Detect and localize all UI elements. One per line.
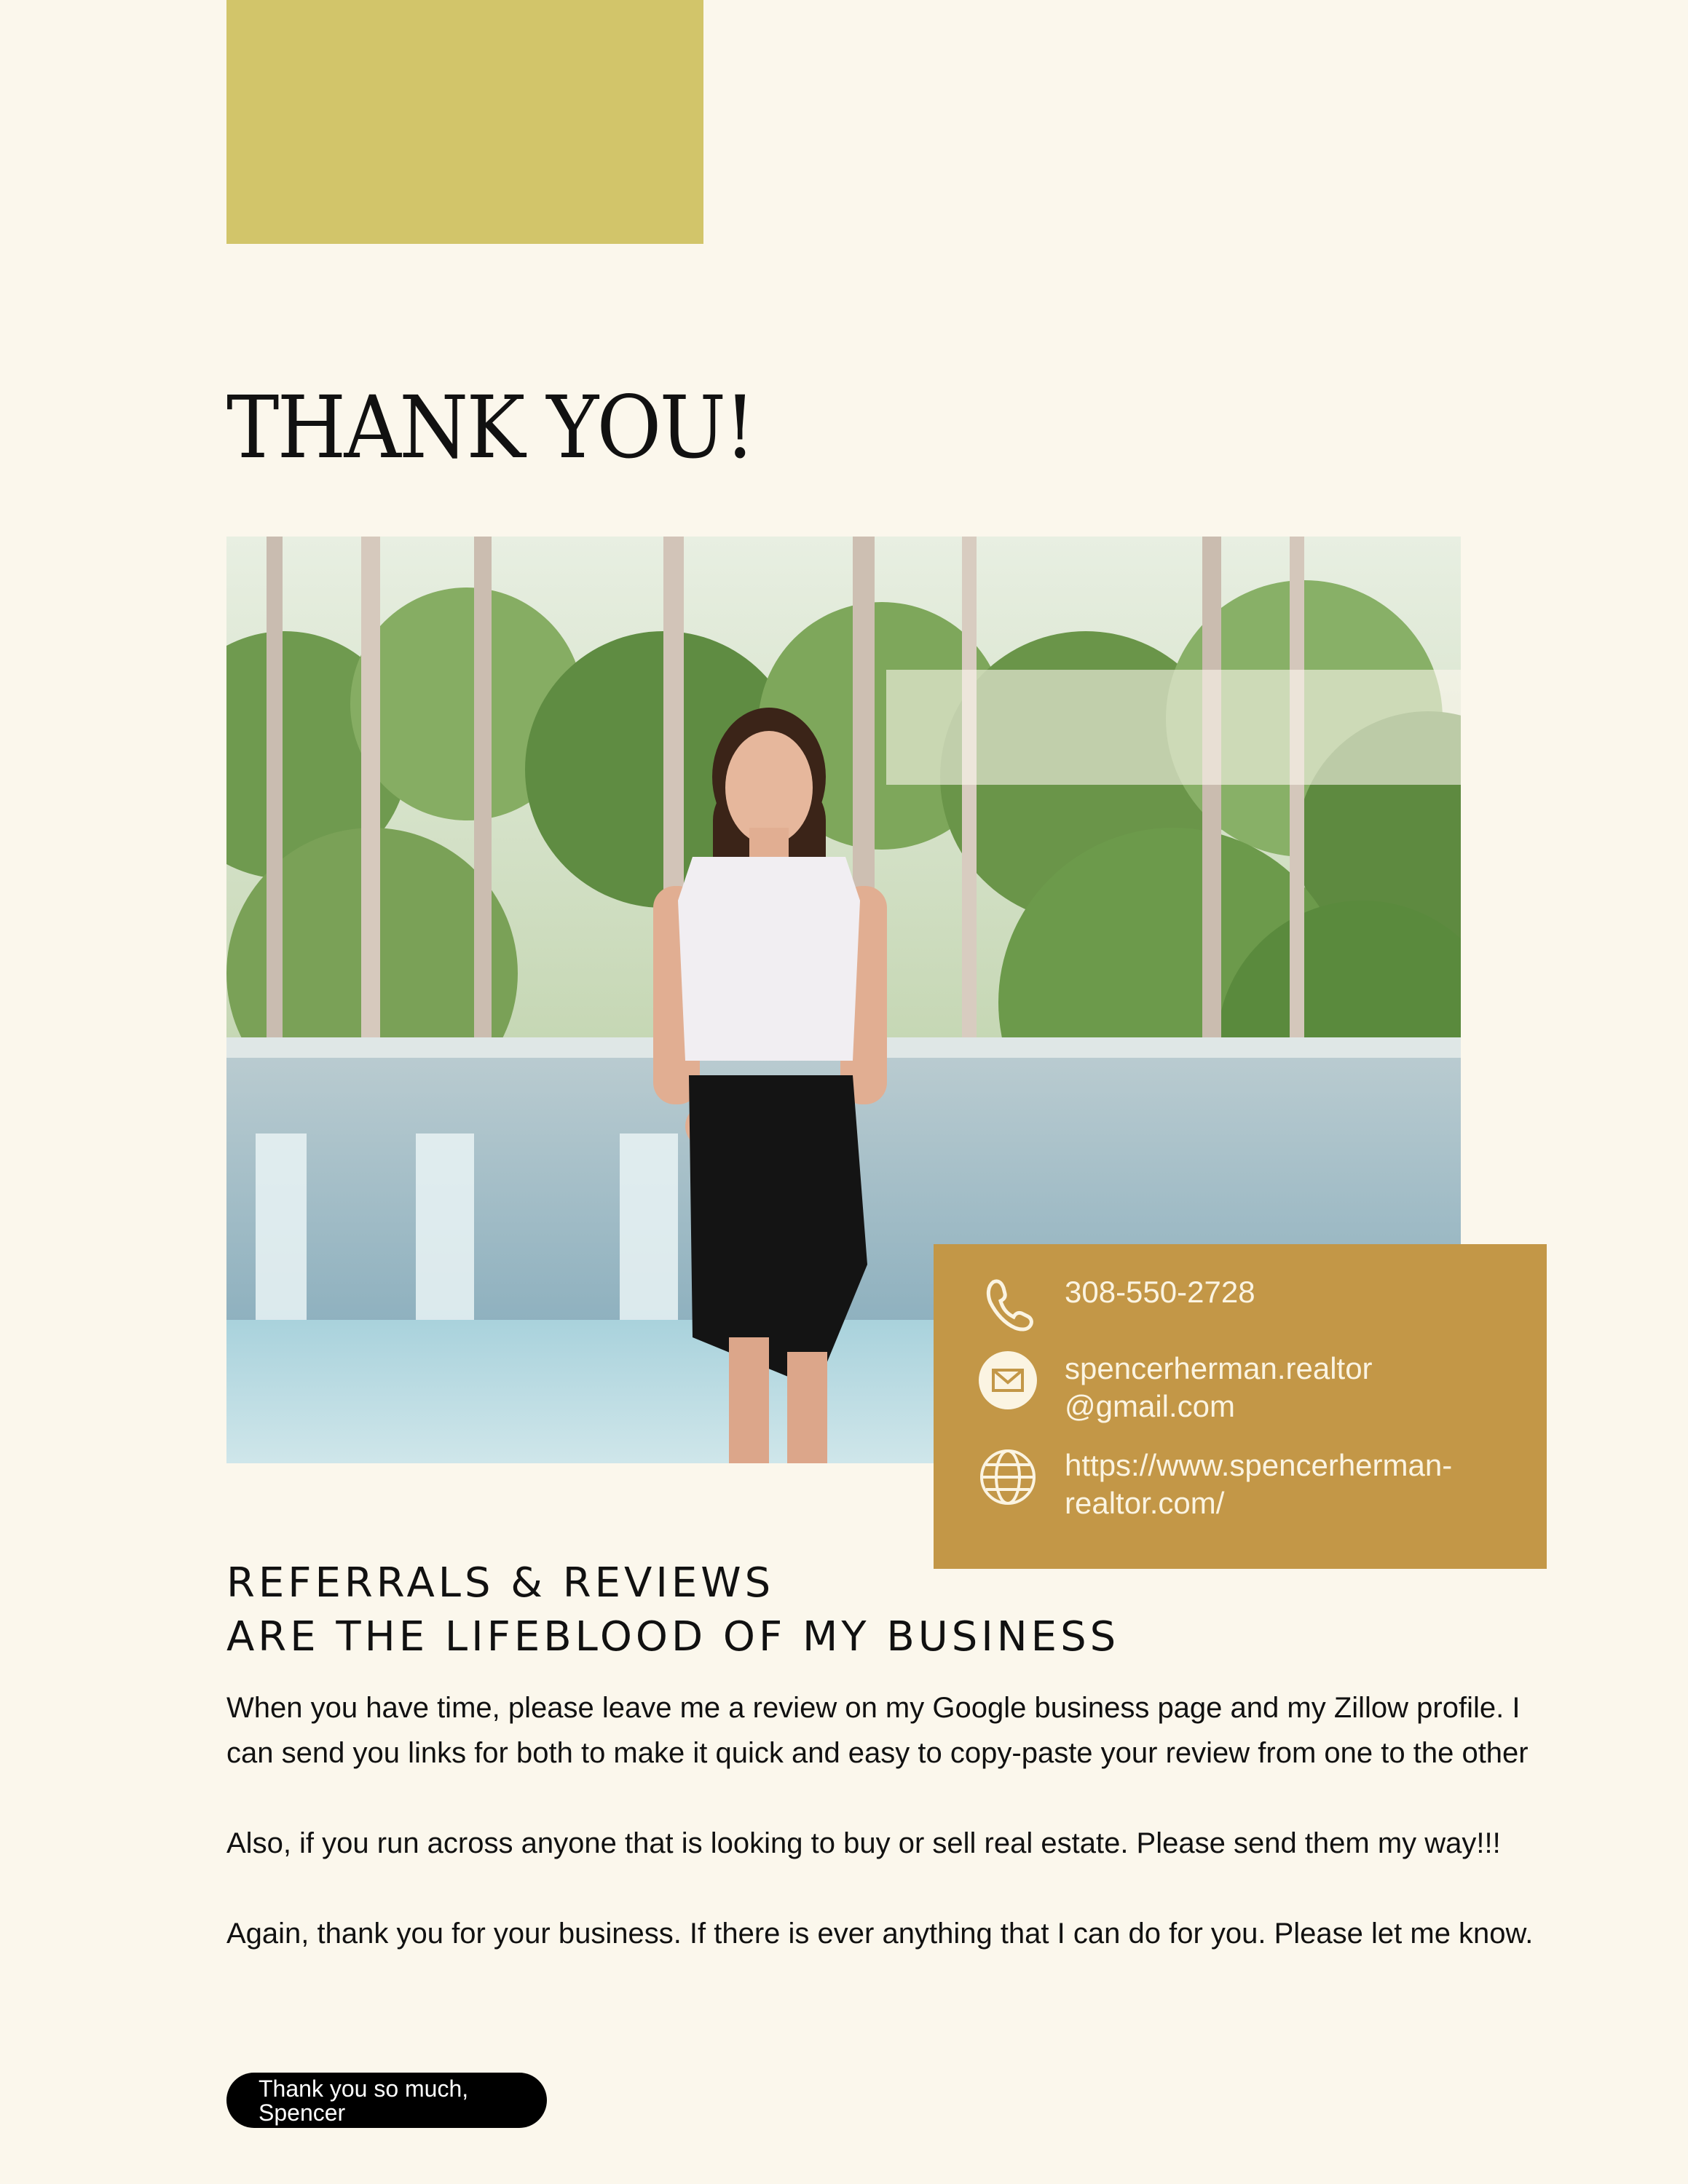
signoff-badge [226, 2073, 547, 2128]
paragraph-closing: Again, thank you for your business. If there is ever anything that I can do for you. Please let me know. [226, 1918, 1534, 1950]
phone-text: 308-550-2728 [1065, 1275, 1255, 1309]
globe-icon [977, 1447, 1038, 1508]
email-line-1: spencerherman.realtor [1065, 1351, 1373, 1385]
contact-website[interactable] [977, 1447, 1532, 1522]
mail-icon [977, 1350, 1038, 1411]
paragraph-reviews: When you have time, please leave me a review on my Google business page and my Zillow profile. I can send you links for both to make it quick and easy to copy-paste your review from one to the other [226, 1692, 1529, 1769]
signoff-line-2: Spencer [259, 2100, 346, 2126]
phone-icon [977, 1273, 1038, 1334]
page-title: THANK YOU! [226, 377, 754, 478]
email-line-2: @gmail.com [1065, 1389, 1236, 1423]
contact-phone[interactable] [977, 1273, 1532, 1334]
body-text [226, 1685, 1559, 2001]
heading-line-1: REFERRALS & REVIEWS [226, 1559, 775, 1607]
paragraph-referrals: Also, if you run across anyone that is looking to buy or sell real estate. Please send them my way!!! [226, 1827, 1501, 1859]
accent-block [226, 0, 703, 244]
contact-card [934, 1244, 1547, 1569]
section-heading [226, 1556, 1119, 1664]
heading-line-2: ARE THE LIFEBLOOD OF MY BUSINESS [226, 1613, 1120, 1661]
website-line-2: realtor.com/ [1065, 1486, 1225, 1520]
website-line-1: https://www.spencerherman- [1065, 1448, 1453, 1482]
contact-email[interactable] [977, 1350, 1532, 1425]
signoff-line-1: Thank you so much, [259, 2076, 469, 2102]
